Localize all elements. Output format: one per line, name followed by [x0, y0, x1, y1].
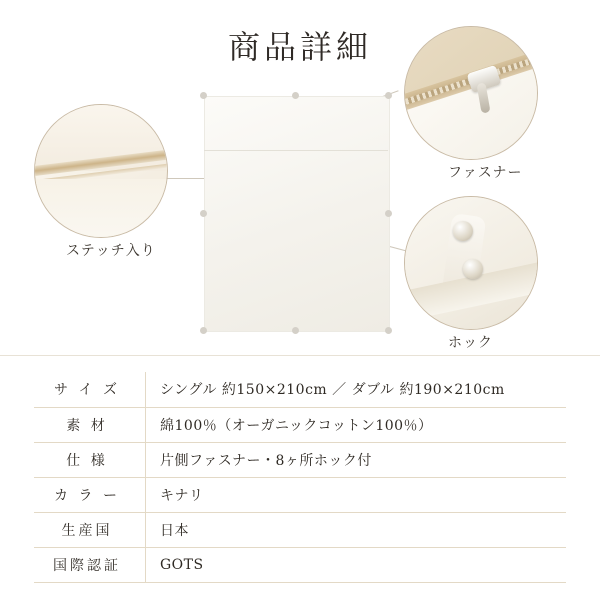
spec-key: サ イ ズ	[34, 372, 146, 407]
spec-table	[34, 372, 566, 583]
spec-key: 国際認証	[34, 547, 146, 582]
table-row	[34, 372, 566, 407]
table-row	[34, 407, 566, 442]
product-illustration	[196, 88, 396, 338]
table-row	[34, 547, 566, 582]
table-row	[34, 442, 566, 477]
section-divider	[0, 355, 600, 356]
spec-value: GOTS	[146, 547, 567, 582]
spec-value: 日本	[146, 512, 567, 547]
snap-hook-detail-photo	[404, 196, 538, 330]
table-row	[34, 477, 566, 512]
spec-key: カ ラ ー	[34, 477, 146, 512]
callout-label-stitch: ステッチ入り	[66, 243, 156, 259]
corner-marker	[385, 327, 392, 334]
callout-zipper	[404, 26, 538, 181]
zipper-detail-photo	[404, 26, 538, 160]
callout-label-zipper: ファスナー	[448, 165, 523, 181]
table-row	[34, 512, 566, 547]
corner-marker	[292, 327, 299, 334]
callout-hook	[404, 196, 538, 351]
spec-value: シングル 約150×210cm ／ ダブル 約190×210cm	[146, 372, 567, 407]
product-seam-line	[204, 150, 388, 151]
callout-label-hook: ホック	[448, 335, 493, 351]
spec-value: キナリ	[146, 477, 567, 512]
corner-marker	[385, 210, 392, 217]
corner-marker	[292, 92, 299, 99]
spec-key: 生産国	[34, 512, 146, 547]
corner-marker	[200, 92, 207, 99]
spec-value: 片側ファスナー・8ヶ所ホック付	[146, 442, 567, 477]
callout-stitch	[34, 104, 168, 259]
corner-marker	[200, 210, 207, 217]
spec-value: 綿100％（オーガニックコットン100％）	[146, 407, 567, 442]
corner-marker	[200, 327, 207, 334]
spec-key: 仕 様	[34, 442, 146, 477]
spec-key: 素 材	[34, 407, 146, 442]
corner-marker	[385, 92, 392, 99]
stitch-detail-photo	[34, 104, 168, 238]
page-title: 商品詳細	[227, 28, 372, 66]
product-sheet	[204, 96, 390, 332]
